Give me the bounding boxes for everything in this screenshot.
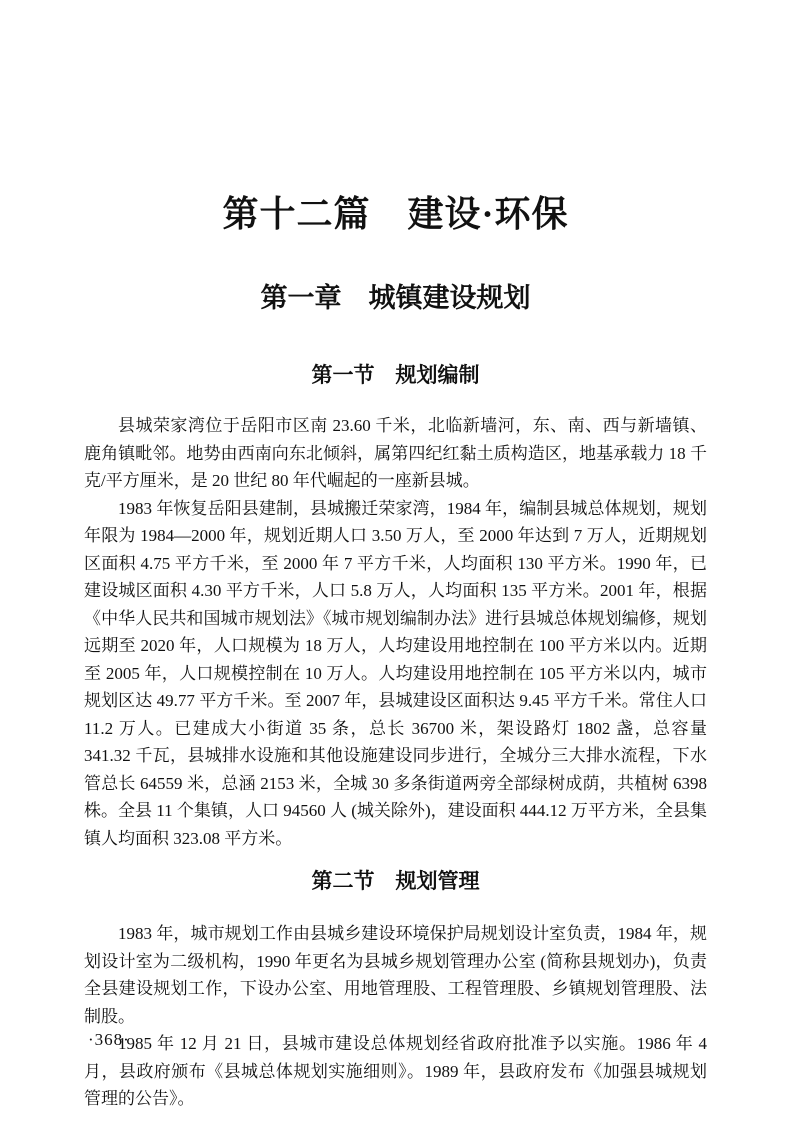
section-1-paragraph-1: 县城荣家湾位于岳阳市区南 23.60 千米，北临新墙河，东、南、西与新墙镇、鹿角镇毗邻。地势由西南向东北倾斜，属第四纪红黏土质构造区，地基承载力 18 千克/平方厘米，是 20 世纪 80 年代崛起的一座新县城。 xyxy=(84,416,707,490)
section-1-paragraph-2: 1983 年恢复岳阳县建制，县城搬迁荣家湾，1984 年，编制县城总体规划，规划年限为 1984—2000 年，规划近期人口 3.50 万人，至 2000 年达到 7 万人，近期规划区面积 4.75 平方千米，至 2000 年 7 平方千米，人均面积 130 平方米。1990 年，已建设城区面积 4.30 平方千米，人口 5.8 万人，人均面积 135 平方米。2001 年，根据《中华人民共和国城市规划法》《城市规划编制办法》进行县城总体规划编修，规划远期至 2020 年，人口规模为 18 万人，人均建设用地控制在 100 平方米以内。近期至 2005 年，人口规模控制在 10 万人。人均建设用地控制在 105 平方米以内，城市规划区达 49.77 平方千米。至 2007 年，县城建设区面积达 9.45 平方千米。常住人口 11.2 万人。已建成大小街道 35 条，总长 36700 米，架设路灯 1802 盏，总容量 341.32 千瓦，县城排水设施和其他设施建设同步进行，全城分三大排水流程，下水管总长 64559 米，总涵 2153 米，全城 30 多条街道两旁全部绿树成荫，共植树 6398 株。全县 11 个集镇，人口 94560 人 (城关除外)，建设面积 444.12 万平方米，全县集镇人均面积 323.08 平方米。 xyxy=(84,498,707,848)
section-2-paragraph-1: 1983 年，城市规划工作由县城乡建设环境保护局规划设计室负责，1984 年，规划设计室为二级机构，1990 年更名为县城乡规划管理办公室 (简称县规划办)，负责全县建设规划工作，下设办公室、用地管理股、工程管理股、乡镇规划管理股、法制股。 xyxy=(84,924,707,1026)
section-1-heading: 第一节 规划编制 xyxy=(311,363,480,387)
section-2-paragraph-2: 1985 年 12 月 21 日，县城市建设总体规划经省政府批准予以实施。1986 年 4 月，县政府颁布《县城总体规划实施细则》。1989 年，县政府发布《加强县城规划管理的公告》。 xyxy=(84,1034,707,1108)
part-title: 第十二篇 建设·环保 xyxy=(222,194,569,234)
page-number: ·368· xyxy=(88,1030,130,1049)
section-planning-compilation xyxy=(84,362,707,852)
section-planning-management xyxy=(84,868,707,1113)
section-2-heading: 第二节 规划管理 xyxy=(311,869,480,893)
chapter-title: 第一章 城镇建设规划 xyxy=(260,283,531,313)
